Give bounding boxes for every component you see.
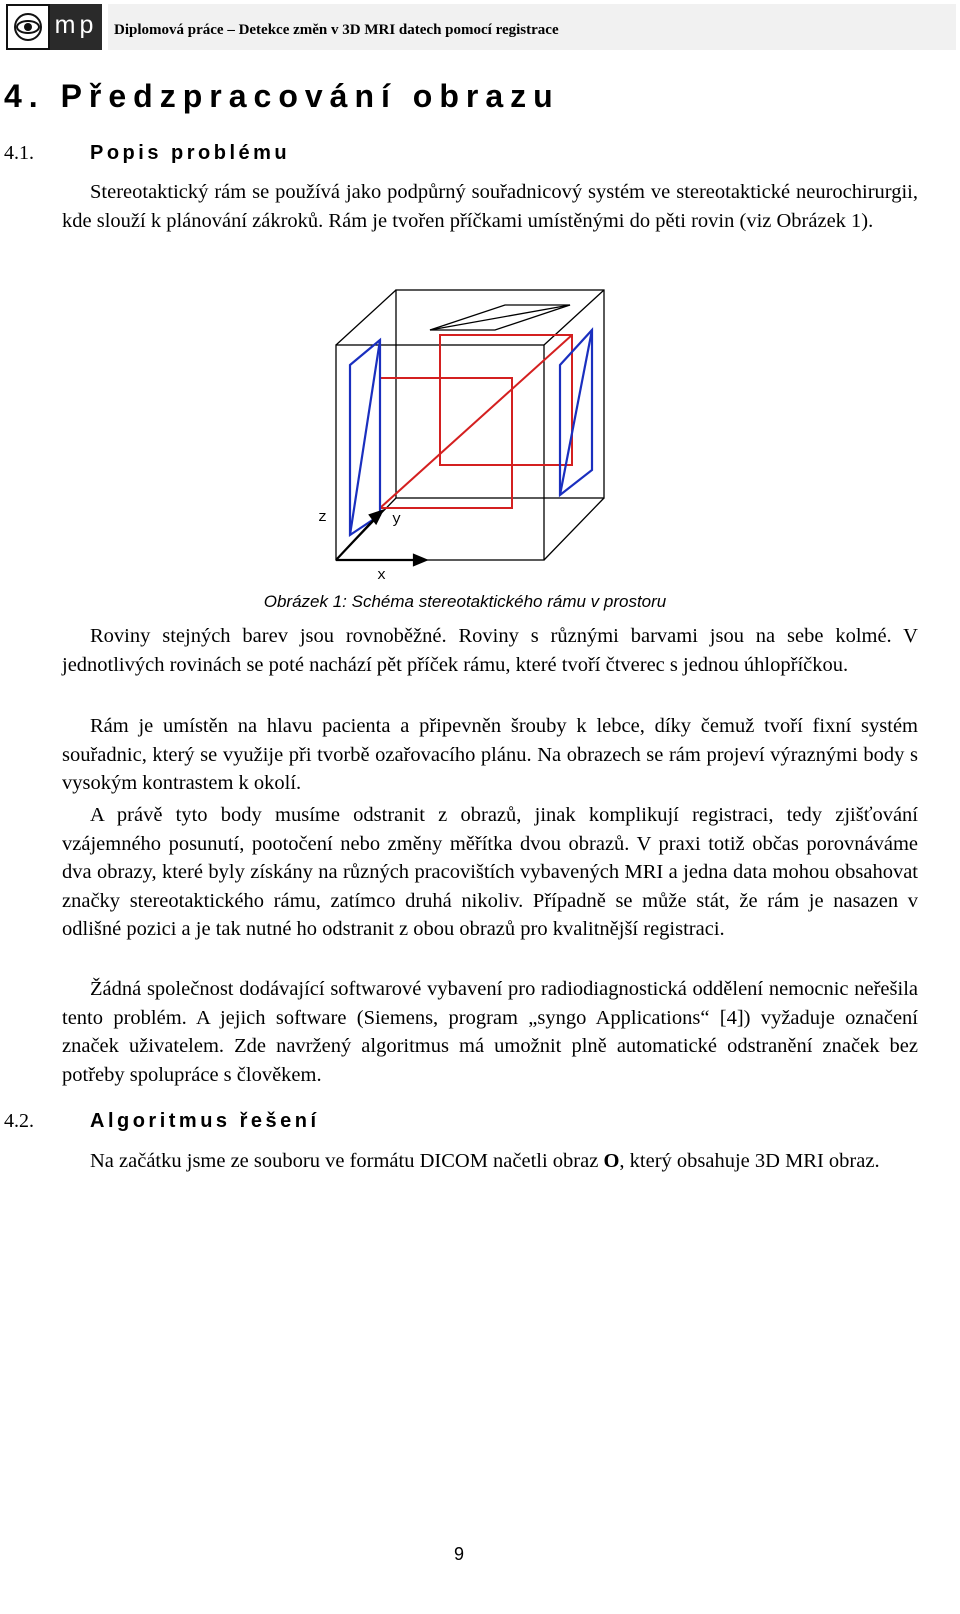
frame-diagram <box>318 285 615 585</box>
paragraph-frame-mount: Rám je umístěn na hlavu pacienta a připevněn šrouby k lebce, díky čemuž tvoří fixní systém souřadnic, který se využije při tvorbě ozařovacího plánu. Na obrazech se rám projeví výraznými body s vysokým kontrastem k okolí. <box>62 715 918 794</box>
paragraph-planes: Roviny stejných barev jsou rovnoběžné. Roviny s různými barvami jsou na sebe kolmé. V jednotlivých rovinách se poté nachází pět příček rámu, které tvoří čtverec s jednou úhlopříčkou. <box>62 625 918 676</box>
section-heading-4-1 <box>4 142 290 165</box>
axis-label-x: x <box>377 567 387 584</box>
section-title: Algoritmus řešení <box>90 1110 320 1132</box>
paragraph-software: Žádná společnost dodávající softwarové vybavení pro radiodiagnostická oddělení nemocnic neřešila tento problém. A jejich software (Siemens, program „syngo Applications“ [4]) vyžaduje označení značek uživatelem. Zde navržený algoritmus má umožnit plně automatické odstranění značek bez potřeby spolupráce s člověkem. <box>62 978 918 1086</box>
algorithm-text-end: , který obsahuje 3D MRI obraz. <box>619 1150 880 1172</box>
section-number: 4.2. <box>4 1110 34 1132</box>
paragraph-intro: Stereotaktický rám se používá jako podpůrný souřadnicový systém ve stereotaktické neurochirurgii, kde slouží k plánování zákroků. Rám je tvořen příčkami umístěnými do pěti rovin (viz Obrázek 1). <box>62 181 918 232</box>
mp-logo: mp <box>50 4 102 50</box>
algorithm-text-start: Na začátku jsme ze souboru ve formátu DICOM načetli obraz <box>90 1150 604 1172</box>
section-title: Popis problému <box>90 142 291 164</box>
figure-caption: Obrázek 1: Schéma stereotaktického rámu v prostoru <box>263 592 667 611</box>
axis-label-y: y <box>392 511 402 528</box>
image-symbol-o: O <box>603 1150 620 1172</box>
section-heading-4-2 <box>4 1110 320 1133</box>
paragraph-algorithm <box>62 1147 918 1176</box>
axis-label-z: z <box>318 509 328 526</box>
paragraph-remove-marks: A právě tyto body musíme odstranit z obrazů, jinak komplikují registraci, tedy zjišťování vzájemného posunutí, pootočení nebo změny měřítka dvou obrazů. V praxi totiž občas porovnáváme dva obrazy, které byly získány na různých pracovištích vybavených MRI a jedna data mohou obsahovat značky stereotaktického rámu, zatímco druhá nikoliv. Případně se může stát, že rám je nasazen v odlišné pozici a je tak nutné ho odstranit z obou obrazů pro kvalitnější registraci. <box>62 804 918 940</box>
section-number: 4.1. <box>4 142 34 164</box>
page-number: 9 <box>453 1544 464 1564</box>
chapter-title: 4. Předzpracování obrazu <box>4 78 560 114</box>
stereotactic-frame-figure <box>318 285 615 585</box>
document-title: Diplomová práce – Detekce změn v 3D MRI datech pomocí registrace <box>108 4 956 50</box>
eye-logo-icon <box>6 4 50 50</box>
page-header <box>6 4 956 50</box>
